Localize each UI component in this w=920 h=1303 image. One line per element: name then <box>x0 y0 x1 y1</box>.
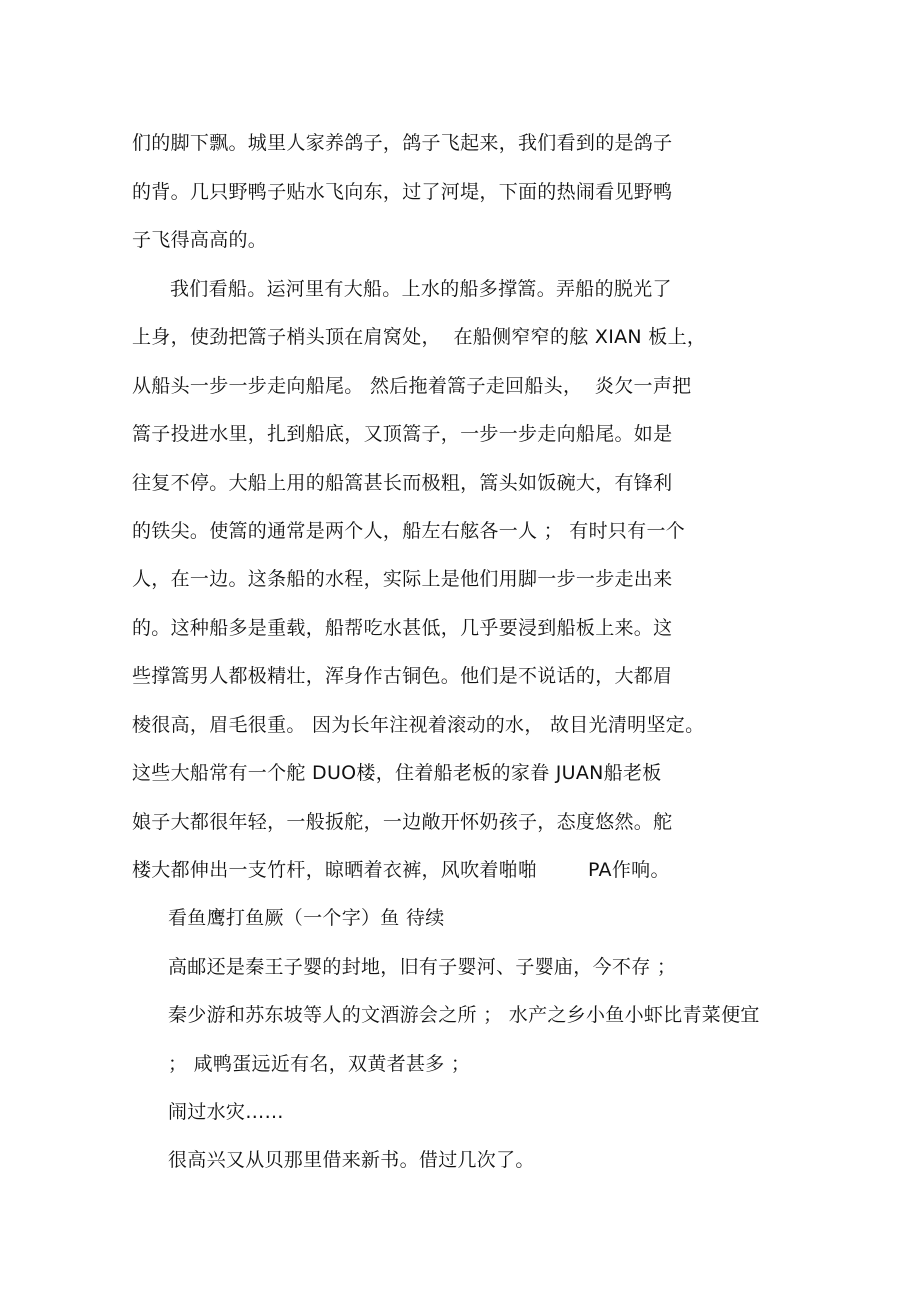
text-line: 棱很高，眉毛很重。 因为长年注视着滚动的水， 故目光清明坚定。 <box>132 714 705 736</box>
text-line: 从船头一步一步走向船尾。 然后拖着篙子走回船头， 炎欠一声把 <box>132 375 692 397</box>
text-line: 们的脚下飘。城里人家养鸽子，鸽子飞起来，我们看到的是鸽子 <box>132 132 673 154</box>
text-line: 楼大都伸出一支竹杆，晾晒着衣裤，风吹着啪啪 PA作响。 <box>132 859 670 881</box>
text-line: 的。这种船多是重载，船帮吃水甚低，几乎要浸到船板上来。这 <box>132 617 673 639</box>
text-line: 子飞得高高的。 <box>132 229 268 251</box>
text-line: 的背。几只野鸭子贴水飞向东，过了河堤，下面的热闹看见野鸭 <box>132 181 673 203</box>
text-line: 看鱼鹰打鱼厥（一个字）鱼 待续 <box>168 907 445 929</box>
text-line: 高邮还是秦王子婴的封地，旧有子婴河、子婴庙，今不存 ； <box>168 956 677 978</box>
text-line: 娘子大都很年轻，一般扳舵，一边敞开怀奶孩子，态度悠然。舵 <box>132 811 673 833</box>
text-line: 很高兴又从贝那里借来新书。借过几次了。 <box>168 1149 535 1171</box>
text-line: 秦少游和苏东坡等人的文酒游会之所 ； 水产之乡小鱼小虾比青菜便宜 <box>168 1004 760 1026</box>
text-line: 的铁尖。使篙的通常是两个人，船左右舷各一人 ； 有时只有一个 <box>132 520 686 542</box>
text-line: 往复不停。大船上用的船篙甚长而极粗，篙头如饭碗大，有锋利 <box>132 472 673 494</box>
text-line: 我们看船。运河里有大船。上水的船多撑篙。弄船的脱光了 <box>170 278 672 300</box>
text-line: 些撑篙男人都极精壮，浑身作古铜色。他们是不说话的，大都眉 <box>132 665 673 687</box>
text-line: 这些大船常有一个舵 DUO楼，住着船老板的家眷 JUAN船老板 <box>132 762 662 784</box>
text-line: ； 咸鸭蛋远近有名，双黄者甚多 ； <box>168 1053 471 1075</box>
text-line: 闹过水灾…… <box>168 1101 284 1123</box>
text-line: 上身，使劲把篙子梢头顶在肩窝处， 在船侧窄窄的舷 XIAN 板上， <box>132 326 707 348</box>
text-line: 人，在一边。这条船的水程，实际上是他们用脚一步一步走出来 <box>132 568 673 590</box>
text-line: 篙子投进水里，扎到船底，又顶篙子，一步一步走向船尾。如是 <box>132 423 673 445</box>
